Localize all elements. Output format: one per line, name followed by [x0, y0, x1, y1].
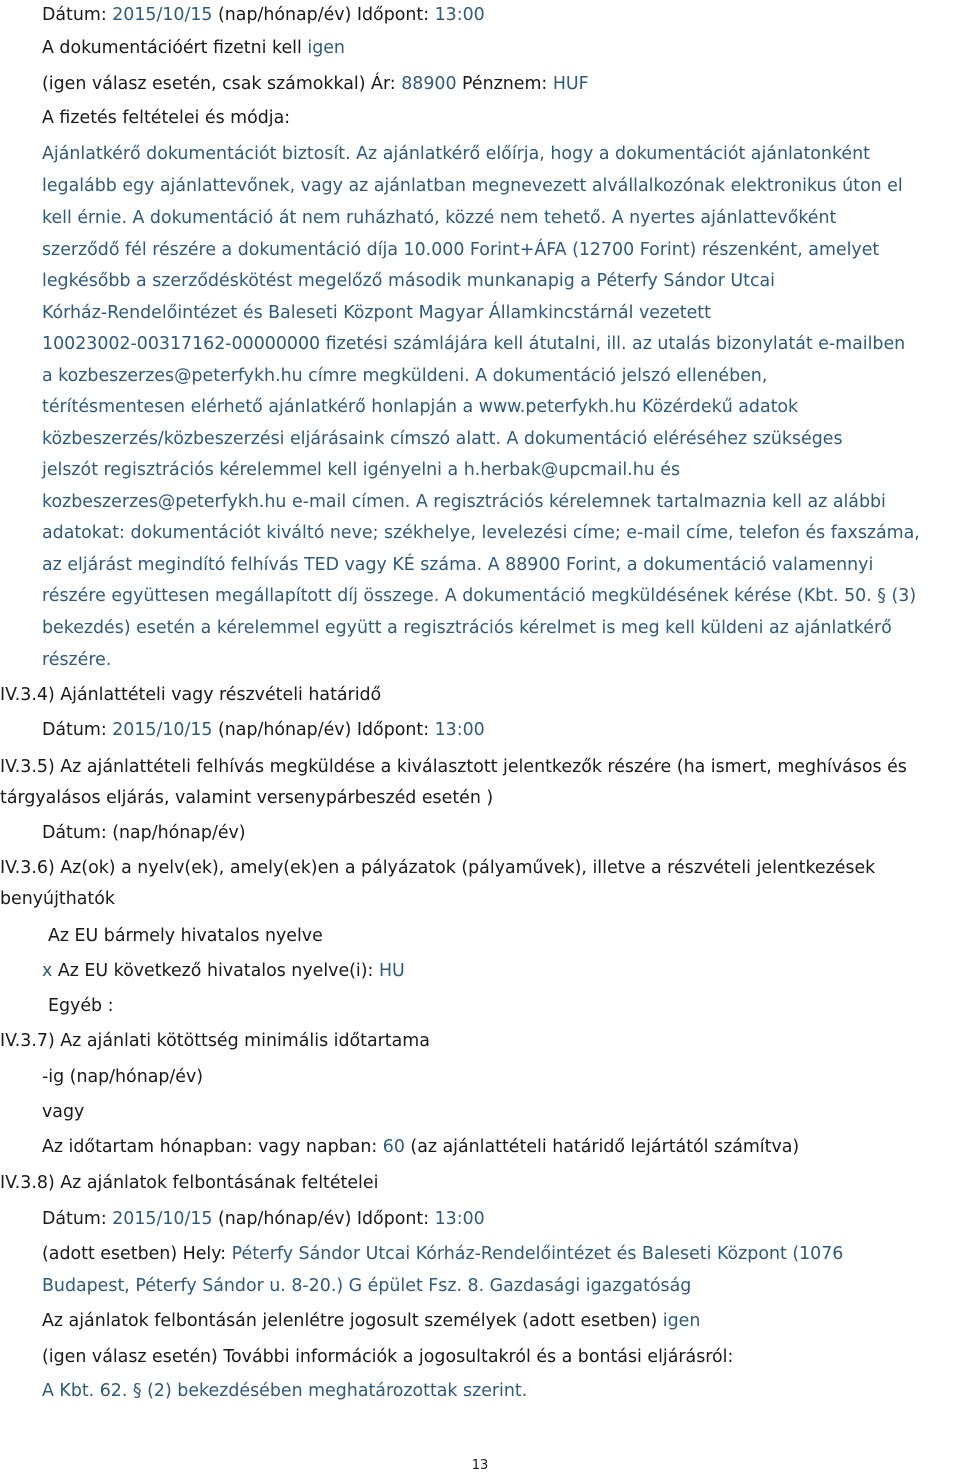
paragraph-line: adatokat: dokumentációt kiváltó neve; székhelye, levelezési címe; e-mail címe, telefon és faxszáma,	[42, 523, 920, 543]
payment-terms-label: A fizetés feltételei és módja:	[42, 108, 291, 128]
checked-mark-icon: x	[42, 961, 53, 981]
attendance-line: Az ajánlatok felbontásán jelenlétre jogosult személyek (adott esetben) igen	[42, 1311, 701, 1331]
language-option-selected: x Az EU következő hivatalos nyelve(i): HU	[42, 961, 405, 981]
datum-line-3: Dátum: (nap/hónap/év)	[42, 823, 246, 843]
further-info-line: (igen válasz esetén) További információk a jogosultakról és a bontási eljárásról:	[42, 1347, 734, 1367]
page-number: 13	[471, 1458, 489, 1473]
validity-duration-line: Az időtartam hónapban: vagy napban: 60 (az ajánlattételi határidő lejártától számítva)	[42, 1137, 800, 1157]
section-heading-iv-3-5-cont: tárgyalásos eljárás, valamint versenypárbeszéd esetén )	[0, 788, 494, 808]
section-heading-iv-3-7: IV.3.7) Az ajánlati kötöttség minimális időtartama	[0, 1031, 430, 1051]
section-heading-iv-3-6-cont: benyújthatók	[0, 889, 115, 909]
datum-line-1: Dátum: 2015/10/15 (nap/hónap/év) Időpont: 13:00	[42, 5, 485, 25]
paragraph-line: legkésőbb a szerződéskötést megelőző második munkanapig a Péterfy Sándor Utcai	[42, 271, 775, 291]
paragraph-line: részére.	[42, 650, 112, 670]
paragraph-line: Ajánlatkérő dokumentációt biztosít. Az ajánlatkérő előírja, hogy a dokumentációt ajánlatonként	[42, 144, 870, 164]
fee-required-line: A dokumentációért fizetni kell igen	[42, 38, 345, 58]
kbt-reference-line: A Kbt. 62. § (2) bekezdésében meghatározottak szerint.	[42, 1381, 528, 1401]
paragraph-line: térítésmentesen elérhető ajánlatkérő honlapján a www.peterfykh.hu Közérdekű adatok	[42, 397, 799, 417]
paragraph-line: kozbeszerzes@peterfykh.hu e-mail címen. A regisztrációs kérelemnek tartalmaznia kell az alábbi	[42, 492, 886, 512]
paragraph-line: Kórház-Rendelőintézet és Baleseti Központ Magyar Államkincstárnál vezetett	[42, 303, 711, 323]
paragraph-line: kell érnie. A dokumentáció át nem ruházható, közzé nem tehető. A nyertes ajánlattevőként	[42, 208, 837, 228]
price-line: (igen válasz esetén, csak számokkal) Ár: 88900 Pénznem: HUF	[42, 74, 589, 94]
datum-line-2: Dátum: 2015/10/15 (nap/hónap/év) Időpont: 13:00	[42, 720, 485, 740]
section-heading-iv-3-5: IV.3.5) Az ajánlattételi felhívás megküldése a kiválasztott jelentkezők részére (ha ismert, meghívásos és	[0, 757, 907, 777]
language-option-any: Az EU bármely hivatalos nyelve	[48, 926, 323, 946]
paragraph-line: legalább egy ajánlattevőnek, vagy az ajánlatban megnevezett alvállalkozónak elektronikus úton el	[42, 176, 903, 196]
section-heading-iv-3-4: IV.3.4) Ajánlattételi vagy részvételi határidő	[0, 685, 382, 705]
validity-date-line: -ig (nap/hónap/év)	[42, 1067, 204, 1087]
section-heading-iv-3-6: IV.3.6) Az(ok) a nyelv(ek), amely(ek)en a pályázatok (pályaművek), illetve a részvételi jelentkezések	[0, 858, 876, 878]
paragraph-line: szerződő fél részére a dokumentáció díja 10.000 Forint+ÁFA (12700 Forint) részenként, amelyet	[42, 240, 880, 260]
paragraph-line: részére együttesen megállapított díj összege. A dokumentáció megküldésének kérése (Kbt. 50. § (3)	[42, 586, 917, 606]
datum-line-4: Dátum: 2015/10/15 (nap/hónap/év) Időpont: 13:00	[42, 1209, 485, 1229]
section-heading-iv-3-8: IV.3.8) Az ajánlatok felbontásának feltételei	[0, 1173, 379, 1193]
language-option-other: Egyéb :	[48, 996, 114, 1016]
paragraph-line: jelszót regisztrációs kérelemmel kell igényelni a h.herbak@upcmail.hu és	[42, 460, 681, 480]
paragraph-line: közbeszerzés/közbeszerzési eljárásaink címszó alatt. A dokumentáció eléréséhez szükséges	[42, 429, 843, 449]
paragraph-line: az eljárást megindító felhívás TED vagy KÉ száma. A 88900 Forint, a dokumentáció valamennyi	[42, 555, 874, 575]
paragraph-line: 10023002-00317162-00000000 fizetési számlájára kell átutalni, ill. az utalás bizonylatát e-mailben	[42, 334, 906, 354]
place-line: (adott esetben) Hely: Péterfy Sándor Utcai Kórház-Rendelőintézet és Baleseti Központ (1076	[42, 1244, 844, 1264]
place-line-cont: Budapest, Péterfy Sándor u. 8-20.) G épület Fsz. 8. Gazdasági igazgatóság	[42, 1276, 692, 1296]
paragraph-line: a kozbeszerzes@peterfykh.hu címre megküldeni. A dokumentáció jelszó ellenében,	[42, 366, 768, 386]
validity-or-line: vagy	[42, 1102, 85, 1122]
paragraph-line: bekezdés) esetén a kérelemmel együtt a regisztrációs kérelmet is meg kell küldeni az ajánlatkérő	[42, 618, 892, 638]
